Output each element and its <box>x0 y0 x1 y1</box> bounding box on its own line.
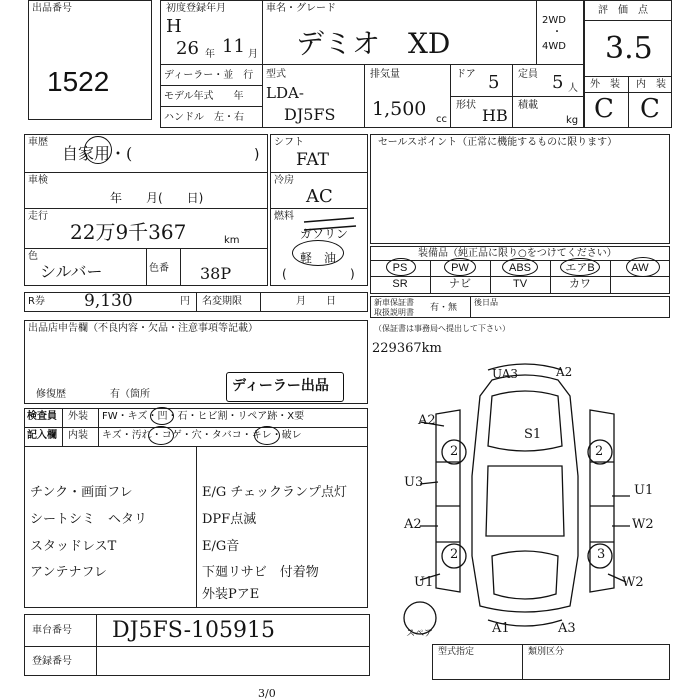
equipment-sr: SR <box>392 278 408 290</box>
fuel-gasoline-strike <box>300 212 360 242</box>
type-value: LDA- <box>266 84 304 102</box>
ac-label: 冷房 <box>274 175 294 186</box>
history-close: ) <box>254 147 260 163</box>
recycle-yen: 円 <box>180 296 190 307</box>
drive-4wd: 4WD <box>542 41 566 52</box>
chassis-number-label: 車台番号 <box>32 625 72 636</box>
repair-history-label: 修復歴 <box>36 389 66 400</box>
car-name: デミオ XD <box>296 27 451 60</box>
cc-unit: cc <box>436 114 447 125</box>
dealer-stamp-text: ディーラー出品 <box>232 378 329 394</box>
damage-mark-15: A1 <box>492 621 510 636</box>
car-damage-diagram <box>380 356 670 646</box>
shape-label: 形状 <box>456 100 476 111</box>
equipment-aw: AW <box>631 262 649 274</box>
inspection-label: 車検 <box>28 175 48 186</box>
person-unit: 人 <box>568 83 578 94</box>
equipment-tv: TV <box>512 278 528 290</box>
inspector-note-right-1: E/G チェックランプ点灯 <box>202 485 347 500</box>
doors-label: ドア <box>456 69 476 80</box>
inspector-interior-label: 内装 <box>68 430 88 441</box>
damage-mark-4: S1 <box>524 427 542 442</box>
color-number: 38P <box>200 264 232 283</box>
inspector-exterior-label: 外装 <box>68 411 88 422</box>
name-change-label: 名変期限 <box>202 296 242 307</box>
lot-number-box <box>28 0 152 120</box>
model-code: DJ5FS <box>284 105 336 124</box>
shift-value: FAT <box>296 150 330 170</box>
year-unit: 年 <box>205 49 215 60</box>
fuel-diesel: 軽 油 <box>300 251 337 265</box>
shift-label: シフト <box>274 137 304 148</box>
mileage-label: 走行 <box>28 211 48 222</box>
handle-label: ハンドル 左・右 <box>164 112 244 123</box>
first-registration-year: 26 <box>176 38 199 59</box>
inspector-note-left-1: チンク・画面フレ <box>30 485 133 500</box>
damage-mark-14: W2 <box>622 575 644 590</box>
lot-number-label: 出品番号 <box>32 3 72 14</box>
overall-grade: 3.5 <box>605 31 653 66</box>
equipment-title: 装備品（純正品に限り○をつけてください） <box>418 248 617 259</box>
inspector-note-left-3: スタッドレスT <box>30 539 117 554</box>
type-designation-label: 型式指定 <box>438 647 475 657</box>
damage-mark-1: UA3 <box>492 367 519 381</box>
model-year-label: モデル年式 年 <box>164 91 244 102</box>
month-unit: 月 <box>248 49 258 60</box>
category-label: 類別区分 <box>528 647 565 657</box>
name-change-value: 月 日 <box>296 296 336 307</box>
interior-grade: C <box>640 94 660 124</box>
kg-unit: kg <box>566 115 579 126</box>
mileage-unit: km <box>224 235 240 246</box>
equipment-airbag: エアB <box>565 262 595 274</box>
equipment-pw-circle <box>444 258 476 276</box>
equipment-ps-circle <box>386 258 416 276</box>
chassis-number: DJ5FS-105915 <box>112 618 276 643</box>
inspector-label-1: 検査員 <box>27 411 57 422</box>
history-label: 車歴 <box>28 137 48 148</box>
registration-docs-label: 後日品 <box>474 298 498 307</box>
color-number-label: 色番 <box>149 263 169 274</box>
damage-mark-2: A2 <box>556 365 573 379</box>
damage-mark-10: W2 <box>632 517 654 532</box>
dealer-label: ディーラー・並 行 <box>164 70 254 81</box>
inspector-label-2: 記入欄 <box>27 430 57 441</box>
equipment-pw: PW <box>451 262 469 274</box>
exterior-grade: C <box>594 94 614 124</box>
fuel-paren-open: ( <box>282 267 287 281</box>
first-registration-month: 11 <box>222 36 245 57</box>
type-label: 型式 <box>266 69 286 80</box>
damage-mark-16: A3 <box>558 621 576 636</box>
equipment-abs-circle <box>502 258 538 276</box>
doors: 5 <box>488 72 500 93</box>
damage-mark-11: 2 <box>450 547 459 562</box>
damage-mark-9: A2 <box>404 517 422 532</box>
warranty-label: 新車保証書 <box>374 298 414 307</box>
equipment-airbag-circle <box>560 258 600 276</box>
mileage-value: 22万9千367 <box>70 220 187 244</box>
sales-points-title: セールスポイント（正常に機能するものに限ります） <box>378 137 618 148</box>
displacement-label: 排気量 <box>370 69 400 80</box>
damage-mark-6: 2 <box>595 444 604 459</box>
color-value: シルバー <box>40 262 103 281</box>
warranty-value: 有・無 <box>430 303 458 313</box>
history-private-circle <box>84 136 112 164</box>
shape: HB <box>482 106 508 125</box>
registration-number-label: 登録番号 <box>32 656 72 667</box>
damage-mark-7: U3 <box>404 475 424 490</box>
drive-2wd: 2WD <box>542 15 566 26</box>
manual-label: 取扱説明書 <box>374 308 414 317</box>
seats-label: 定員 <box>518 69 538 80</box>
ac-value: AC <box>306 186 333 207</box>
exterior-grade-label: 外 装 <box>590 79 620 90</box>
damage-mark-12: 3 <box>597 547 606 562</box>
equipment-ps: PS <box>392 262 408 274</box>
warranty-box <box>370 296 670 318</box>
history-value: 自家用・( <box>62 144 133 163</box>
drive-separator: ・ <box>552 27 562 38</box>
damage-mark-13: U1 <box>414 575 434 590</box>
sales-points-box <box>370 134 670 244</box>
fuel-diesel-circle <box>292 240 344 266</box>
equipment-leather: カワ <box>569 278 591 290</box>
inspector-circle-2 <box>148 426 174 445</box>
first-registration-label: 初度登録年月 <box>166 3 226 14</box>
inspector-circle-1 <box>150 407 174 425</box>
equipment-abs: ABS <box>508 262 531 274</box>
recycle-value: 9,130 <box>84 291 133 311</box>
color-label: 色 <box>28 251 38 262</box>
fuel-label: 燃料 <box>274 211 294 222</box>
damage-mark-8: U1 <box>634 483 654 498</box>
interior-grade-label: 内 装 <box>636 79 666 90</box>
odometer-note: 229367km <box>372 341 442 356</box>
grade-label: 評 価 点 <box>598 5 648 16</box>
repair-history-value: 有（箇所 <box>110 389 150 400</box>
inspector-interior-line: キズ・汚れ・コゲ・穴・タバコ・キレ・破レ <box>102 430 302 441</box>
damage-mark-5: 2 <box>450 444 459 459</box>
page-mark: 3/0 <box>258 687 276 700</box>
load-label: 積載 <box>518 100 538 111</box>
lot-number: 1522 <box>47 66 110 97</box>
inspector-note-right-2: DPF点滅 <box>202 512 257 527</box>
warranty-note: （保証書は事務局へ提出して下さい） <box>374 324 510 333</box>
damage-mark-3: A2 <box>418 413 436 428</box>
inspector-note-right-3: E/G音 <box>202 539 240 554</box>
inspector-note-left-2: シートシミ ヘタリ <box>30 512 148 527</box>
seller-notes-title: 出品店申告欄（不良内容・欠品・注意事項等記載） <box>28 323 258 334</box>
inspector-exterior-line: FW・キズ・凹・石・ヒビ割・リペア跡・X要 <box>102 411 305 422</box>
car-name-label: 車名・グレード <box>266 3 336 14</box>
displacement: 1,500 <box>372 98 427 120</box>
inspector-note-right-5: 外装PアE <box>202 587 260 602</box>
fuel-gasoline: ガソリン <box>300 227 349 241</box>
first-registration-era: H <box>166 16 182 37</box>
recycle-label: R券 <box>28 296 45 307</box>
equipment-aw-circle <box>626 257 660 277</box>
inspector-note-right-4: 下廻リサビ 付着物 <box>202 565 319 580</box>
inspector-note-left-4: アンテナフレ <box>30 565 107 580</box>
spare-tire-label: スペア <box>406 629 434 639</box>
inspection-value: 年 月( 日) <box>110 191 204 205</box>
seats: 5 <box>552 72 564 93</box>
equipment-navi: ナビ <box>449 278 471 290</box>
fuel-paren-close: ) <box>350 267 355 281</box>
inspector-circle-3 <box>254 426 280 445</box>
